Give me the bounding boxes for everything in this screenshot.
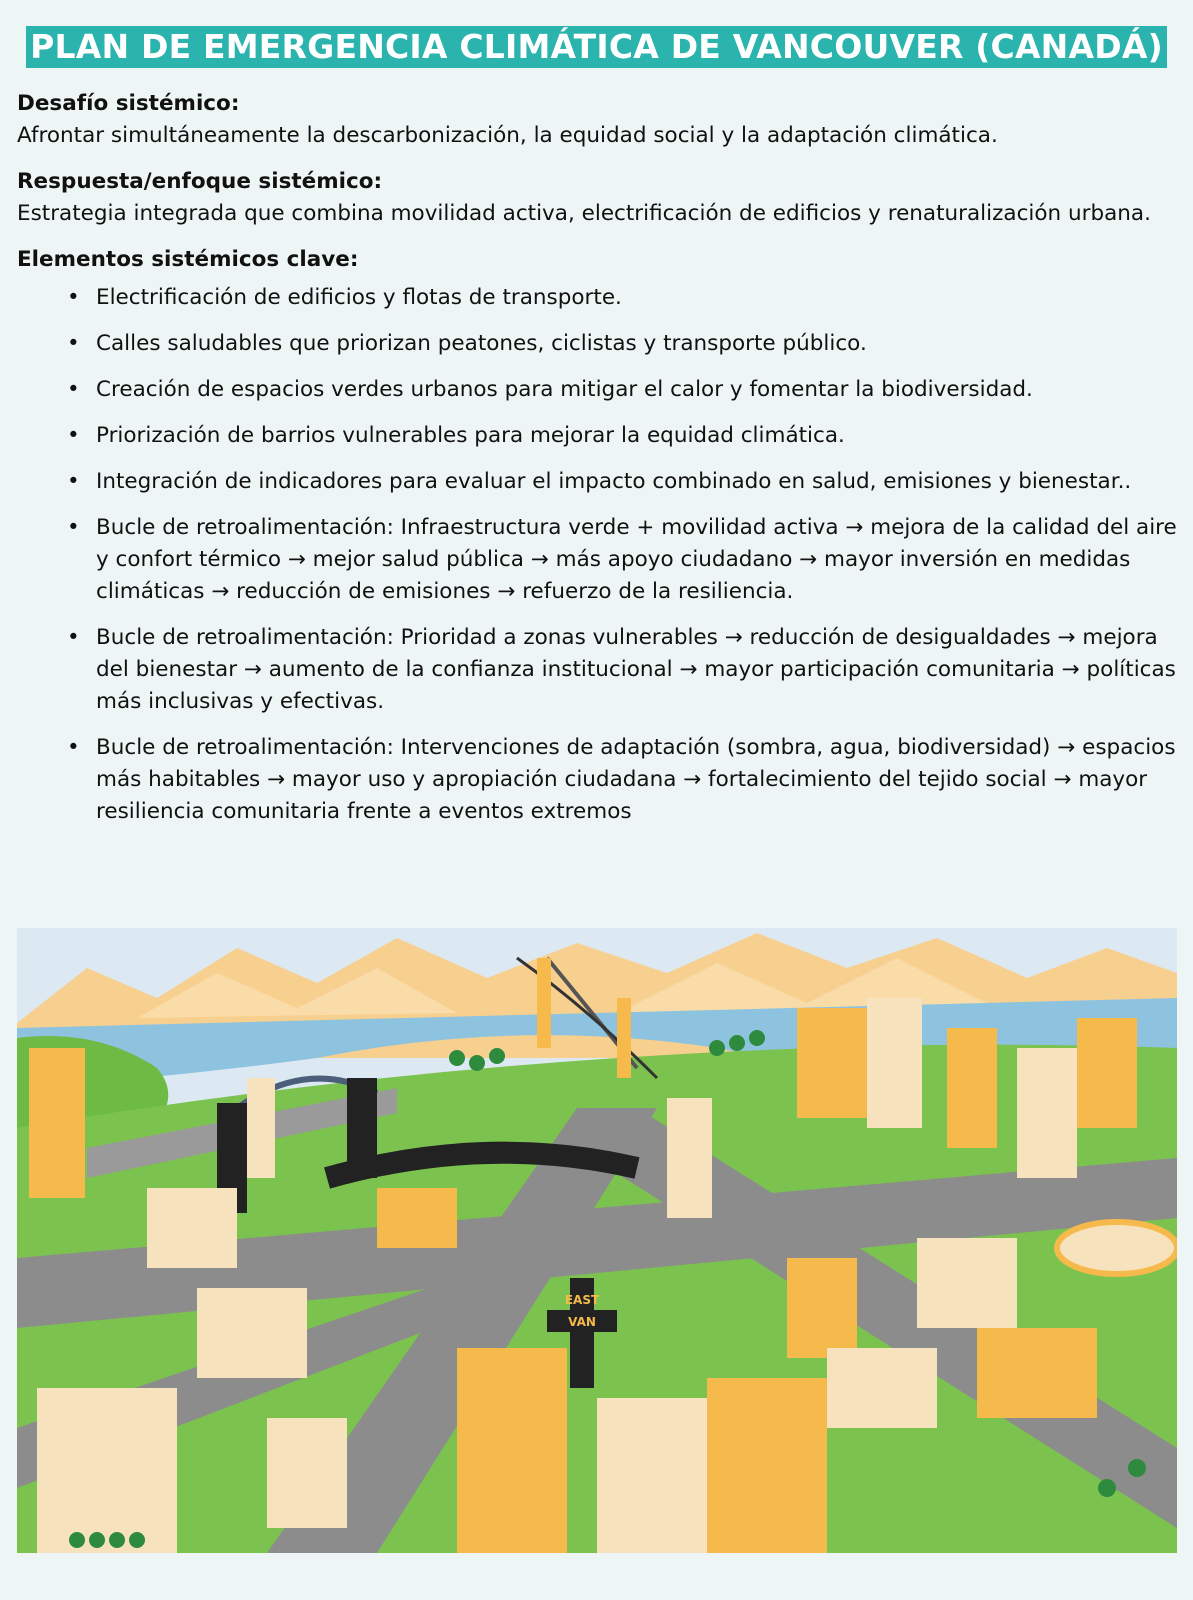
sign-text-van: VAN bbox=[568, 1315, 596, 1329]
stadium bbox=[1057, 1222, 1177, 1274]
list-item: • Calles saludables que priorizan peatones, ciclistas y transporte público. bbox=[96, 328, 1182, 360]
list-item: • Bucle de retroalimentación: Infraestructura verde + movilidad activa → mejora de la calidad del aire y confort térmico → mejor salud pública → más apoyo ciudadano → mayor inversión en medidas climáticas → reducción de emisiones → refuerzo de la resiliencia. bbox=[96, 512, 1182, 608]
challenge-text: Afrontar simultáneamente la descarbonización, la equidad social y la adaptación climática. bbox=[17, 123, 998, 148]
list-item: • Bucle de retroalimentación: Prioridad a zonas vulnerables → reducción de desigualdades → mejora del bienestar → aumento de la confianza institucional → mayor participación comunitaria → políticas más inclusivas y efectivas. bbox=[96, 622, 1182, 718]
elements-list bbox=[17, 282, 1182, 828]
list-item: • Priorización de barrios vulnerables para mejorar la equidad climática. bbox=[96, 420, 1182, 452]
challenge-heading: Desafío sistémico: bbox=[17, 91, 240, 116]
city-illustration-svg bbox=[17, 928, 1177, 1553]
response-text: Estrategia integrada que combina movilidad activa, electrificación de edificios y renaturalización urbana. bbox=[17, 201, 1151, 226]
page-title: PLAN DE EMERGENCIA CLIMÁTICA DE VANCOUVER (CANADÁ) bbox=[26, 26, 1167, 68]
elements-heading: Elementos sistémicos clave: bbox=[17, 247, 359, 272]
list-item: • Integración de indicadores para evaluar el impacto combinado en salud, emisiones y bienestar.. bbox=[96, 466, 1182, 498]
title-bar bbox=[0, 26, 1193, 68]
sign-text-east: EAST bbox=[564, 1293, 600, 1307]
response-heading: Respuesta/enfoque sistémico: bbox=[17, 169, 383, 194]
list-item: • Electrificación de edificios y flotas de transporte. bbox=[96, 282, 1182, 314]
list-item: • Bucle de retroalimentación: Intervenciones de adaptación (sombra, agua, biodiversidad) → espacios más habitables → mayor uso y apropiación ciudadana → fortalecimiento del tejido social → mayor resiliencia comunitaria frente a eventos extremos bbox=[96, 732, 1182, 828]
list-item: • Creación de espacios verdes urbanos para mitigar el calor y fomentar la biodiversidad. bbox=[96, 374, 1182, 406]
content bbox=[17, 88, 1182, 842]
city-illustration bbox=[17, 928, 1177, 1553]
